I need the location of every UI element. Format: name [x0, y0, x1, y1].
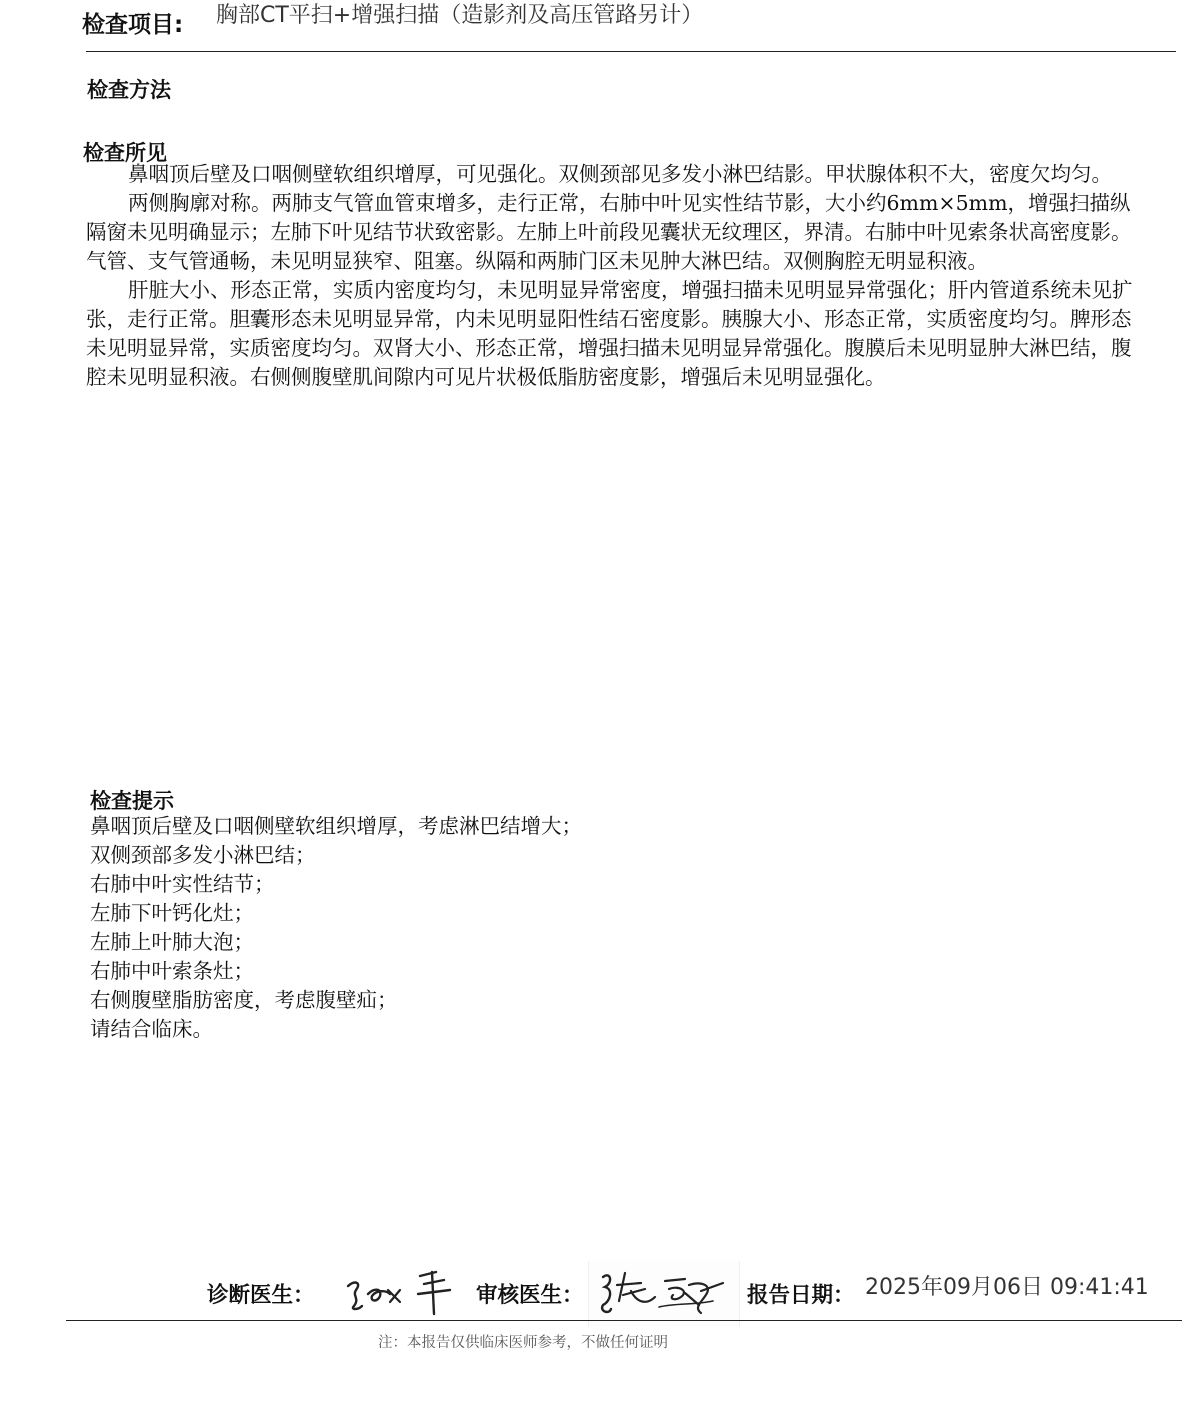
impression-line: 双侧颈部多发小淋巴结；	[90, 843, 316, 867]
impression-line: 右肺中叶实性结节；	[90, 872, 275, 896]
impression-line: 鼻咽顶后壁及口咽侧壁软组织增厚，考虑淋巴结增大；	[90, 814, 582, 838]
impression-line: 左肺上叶肺大泡；	[90, 930, 254, 954]
impression-list	[90, 812, 990, 1044]
impression-line: 右肺中叶索条灶；	[90, 959, 254, 983]
exam-item-value: 胸部CT平扫+增强扫描（造影剂及高压管路另计）	[216, 3, 704, 28]
header-divider	[86, 51, 1176, 52]
impression-heading: 检查提示	[90, 789, 174, 813]
impression-line: 右侧腹壁脂肪密度，考虑腹壁疝；	[90, 988, 398, 1012]
report-date-value: 2025年09月06日 09:41:41	[865, 1275, 1149, 1300]
findings-paragraph: 鼻咽顶后壁及口咽侧壁软组织增厚，可见强化。双侧颈部见多发小淋巴结影。甲状腺体积不大，密度欠均匀。	[128, 162, 1113, 186]
findings-heading: 检查所见	[83, 141, 167, 165]
exam-item-label: 检查项目:	[82, 12, 184, 38]
exam-item-row	[82, 0, 1182, 40]
impression-line: 请结合临床。	[90, 1017, 213, 1041]
method-heading: 检查方法	[87, 78, 171, 102]
footer-divider	[66, 1320, 1182, 1321]
findings-paragraph: 肝脏大小、形态正常，实质内密度均匀，未见明显异常密度，增强扫描未见明显异常强化；肝内管道系统未见扩张，走行正常。胆囊形态未见明显异常，内未见明显阳性结石密度影。胰腺大小、形态正常，实质密度均匀。脾形态未见明显异常，实质密度均匀。双肾大小、形态正常，增强扫描未见明显异常强化。腹膜后未见明显肿大淋巴结，腹腔未见明显积液。右侧侧腹壁肌间隙内可见片状极低脂肪密度影，增强后未见明显强化。	[86, 278, 1133, 389]
report-date-label: 报告日期：	[747, 1283, 855, 1308]
signature-row	[0, 1258, 1196, 1328]
findings-paragraph: 两侧胸廓对称。两肺支气管血管束增多，走行正常，右肺中叶见实性结节影，大小约6mm×5mm，增强扫描纵隔窗未见明确显示；左肺下叶见结节状致密影。左肺上叶前段见囊状无纹理区，界清。右肺中叶见索条状高密度影。气管、支气管通畅，未见明显狭窄、阻塞。纵隔和两肺门区未见肿大淋巴结。双侧胸腔无明显积液。	[86, 191, 1132, 273]
diagnosing-doctor-label: 诊断医生：	[207, 1283, 315, 1308]
reviewing-doctor-signature	[589, 1261, 739, 1327]
findings-body	[86, 160, 1146, 392]
diagnosing-doctor-signature	[340, 1264, 460, 1320]
disclaimer-note: 注：本报告仅供临床医师参考，不做任何证明	[378, 1335, 668, 1351]
reviewing-doctor-signature-box	[588, 1261, 740, 1327]
impression-line: 左肺下叶钙化灶；	[90, 901, 254, 925]
reviewing-doctor-label: 审核医生：	[476, 1283, 584, 1308]
